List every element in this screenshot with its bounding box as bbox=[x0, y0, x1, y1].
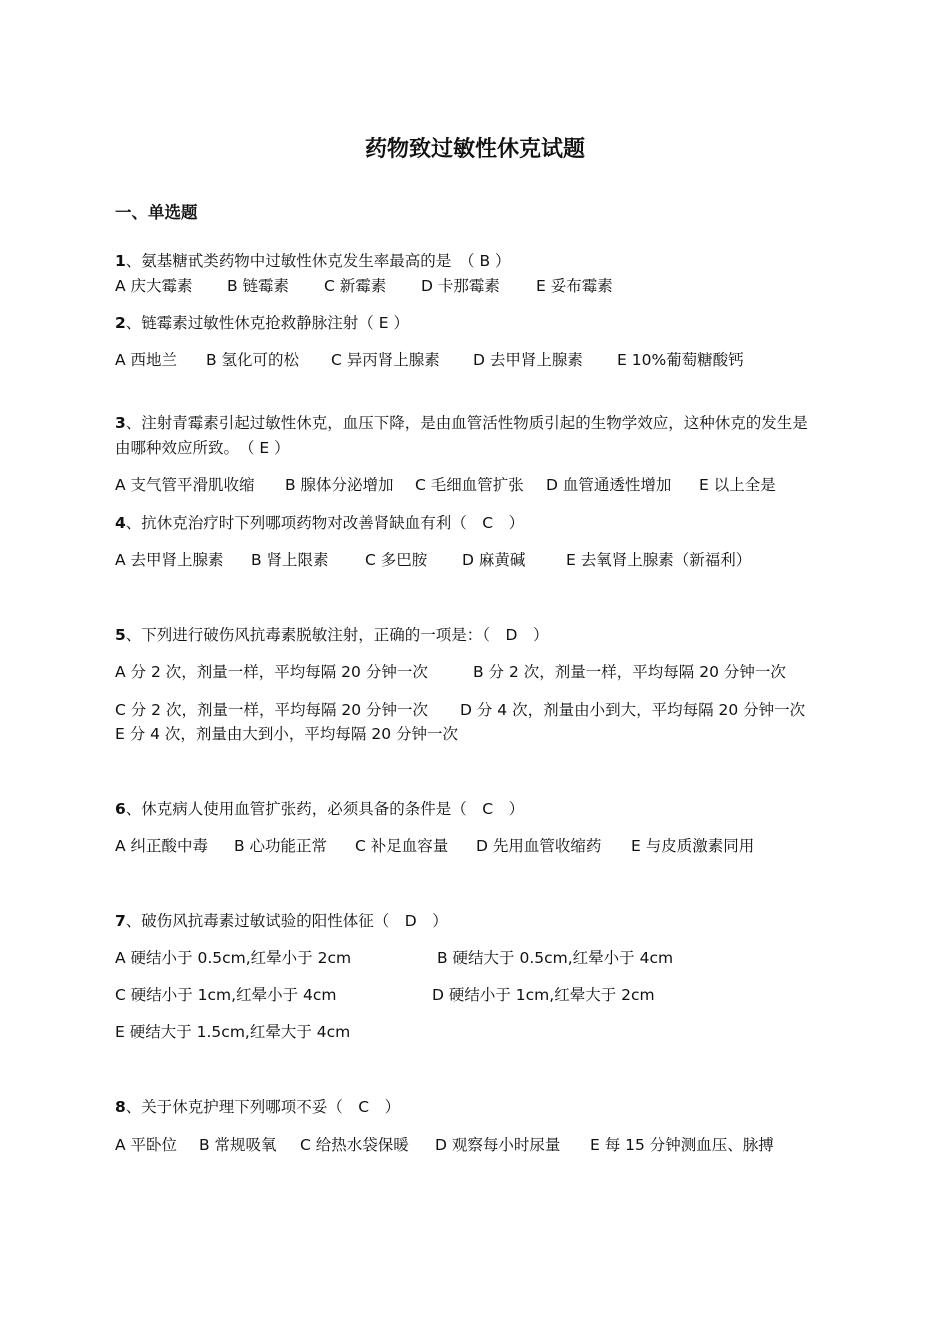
option-a: A 支气管平滑肌收缩 bbox=[115, 476, 255, 494]
option-c: C 硬结小于 1cm,红晕小于 4cm bbox=[115, 986, 337, 1004]
question-text: 、抗休克治疗时下列哪项药物对改善肾缺血有利（ C ） bbox=[125, 514, 525, 532]
option-b: B 肾上限素 bbox=[251, 551, 329, 569]
option-e: E 10%葡萄糖酸钙 bbox=[617, 351, 744, 369]
question-7-options-row-1 bbox=[115, 946, 845, 971]
option-a: A 硬结小于 0.5cm,红晕小于 2cm bbox=[115, 949, 352, 967]
option-d: D 先用血管收缩药 bbox=[476, 837, 602, 855]
option-e: E 硬结大于 1.5cm,红晕大于 4cm bbox=[115, 1023, 351, 1041]
question-3-stem bbox=[115, 411, 845, 436]
question-4-stem bbox=[115, 511, 845, 536]
document-title: 药物致过敏性休克试题 bbox=[364, 137, 585, 162]
question-number: 4 bbox=[115, 514, 126, 532]
option-d: D 硬结小于 1cm,红晕大于 2cm bbox=[432, 986, 655, 1004]
question-number: 2 bbox=[115, 314, 126, 332]
option-b: B 腺体分泌增加 bbox=[285, 476, 394, 494]
question-4-options bbox=[115, 548, 845, 573]
option-a: A 平卧位 bbox=[115, 1136, 178, 1154]
section-heading: 一、单选题 bbox=[115, 203, 198, 222]
option-c: C 分 2 次，剂量一样，平均每隔 20 分钟一次 bbox=[115, 701, 429, 719]
option-d: D 分 4 次，剂量由小到大，平均每隔 20 分钟一次 bbox=[460, 701, 806, 719]
option-e: E 以上全是 bbox=[699, 476, 776, 494]
question-text: 、注射青霉素引起过敏性休克，血压下降，是由血管活性物质引起的生物学效应，这种休克的发生是 bbox=[125, 414, 808, 432]
option-b: B 氢化可的松 bbox=[206, 351, 300, 369]
question-6-options bbox=[115, 834, 845, 859]
question-5-options-row-1 bbox=[115, 660, 845, 685]
question-5-stem bbox=[115, 623, 845, 648]
question-text: 、下列进行破伤风抗毒素脱敏注射，正确的一项是：（ D ） bbox=[125, 626, 549, 644]
option-c: C 给热水袋保暖 bbox=[300, 1136, 409, 1154]
question-7-options-row-3 bbox=[115, 1020, 845, 1045]
question-2-options bbox=[115, 348, 845, 373]
question-5-options-row-3 bbox=[115, 722, 845, 747]
question-8-stem bbox=[115, 1095, 845, 1120]
option-b: B 硬结大于 0.5cm,红晕小于 4cm bbox=[437, 949, 674, 967]
question-1-options bbox=[115, 274, 845, 299]
option-e: E 去氧肾上腺素（新福利） bbox=[566, 551, 752, 569]
option-c: C 补足血容量 bbox=[355, 837, 449, 855]
option-d: D 血管通透性增加 bbox=[546, 476, 672, 494]
option-c: C 异丙肾上腺素 bbox=[331, 351, 440, 369]
option-b: B 心功能正常 bbox=[234, 837, 328, 855]
option-c: C 毛细血管扩张 bbox=[415, 476, 524, 494]
option-b: B 分 2 次，剂量一样，平均每隔 20 分钟一次 bbox=[473, 663, 786, 681]
question-number: 3 bbox=[115, 414, 126, 432]
option-d: D 麻黄碱 bbox=[462, 551, 526, 569]
question-number: 5 bbox=[115, 626, 126, 644]
option-a: A 去甲肾上腺素 bbox=[115, 551, 224, 569]
question-2-stem bbox=[115, 311, 845, 336]
option-e: E 每 15 分钟测血压、脉搏 bbox=[590, 1136, 774, 1154]
question-8-options bbox=[115, 1133, 845, 1158]
question-1-stem bbox=[115, 249, 845, 274]
question-text: 、休克病人使用血管扩张药，必须具备的条件是（ C ） bbox=[125, 800, 525, 818]
option-d: D 观察每小时尿量 bbox=[435, 1136, 561, 1154]
question-number: 6 bbox=[115, 800, 126, 818]
option-d: D 卡那霉素 bbox=[421, 277, 500, 295]
question-6-stem bbox=[115, 797, 845, 822]
option-a: A 庆大霉素 bbox=[115, 277, 193, 295]
option-b: B 常规吸氧 bbox=[199, 1136, 277, 1154]
question-number: 1 bbox=[115, 252, 126, 270]
option-e: E 与皮质激素同用 bbox=[631, 837, 755, 855]
question-number: 7 bbox=[115, 912, 126, 930]
option-c: C 多巴胺 bbox=[365, 551, 428, 569]
question-number: 8 bbox=[115, 1098, 126, 1116]
option-e: E 妥布霉素 bbox=[536, 277, 613, 295]
question-7-options-row-2 bbox=[115, 983, 845, 1008]
question-3-options bbox=[115, 473, 845, 498]
question-7-stem bbox=[115, 909, 845, 934]
question-text: 、关于休克护理下列哪项不妥（ C ） bbox=[125, 1098, 401, 1116]
option-b: B 链霉素 bbox=[227, 277, 290, 295]
question-3-stem-continued: 由哪种效应所致。 （ E ） bbox=[115, 439, 290, 457]
option-a: A 分 2 次，剂量一样，平均每隔 20 分钟一次 bbox=[115, 663, 428, 681]
question-text: 、破伤风抗毒素过敏试验的阳性体征（ D ） bbox=[125, 912, 448, 930]
option-e: E 分 4 次，剂量由大到小，平均每隔 20 分钟一次 bbox=[115, 725, 459, 743]
question-5-options-row-2 bbox=[115, 698, 845, 723]
option-d: D 去甲肾上腺素 bbox=[473, 351, 583, 369]
question-text: 、氨基糖甙类药物中过敏性休克发生率最高的是 （ B ） bbox=[125, 252, 511, 270]
option-a: A 西地兰 bbox=[115, 351, 178, 369]
option-a: A 纠正酸中毒 bbox=[115, 837, 209, 855]
option-c: C 新霉素 bbox=[324, 277, 387, 295]
question-text: 、链霉素过敏性休克抢救静脉注射（ E ） bbox=[125, 314, 409, 332]
